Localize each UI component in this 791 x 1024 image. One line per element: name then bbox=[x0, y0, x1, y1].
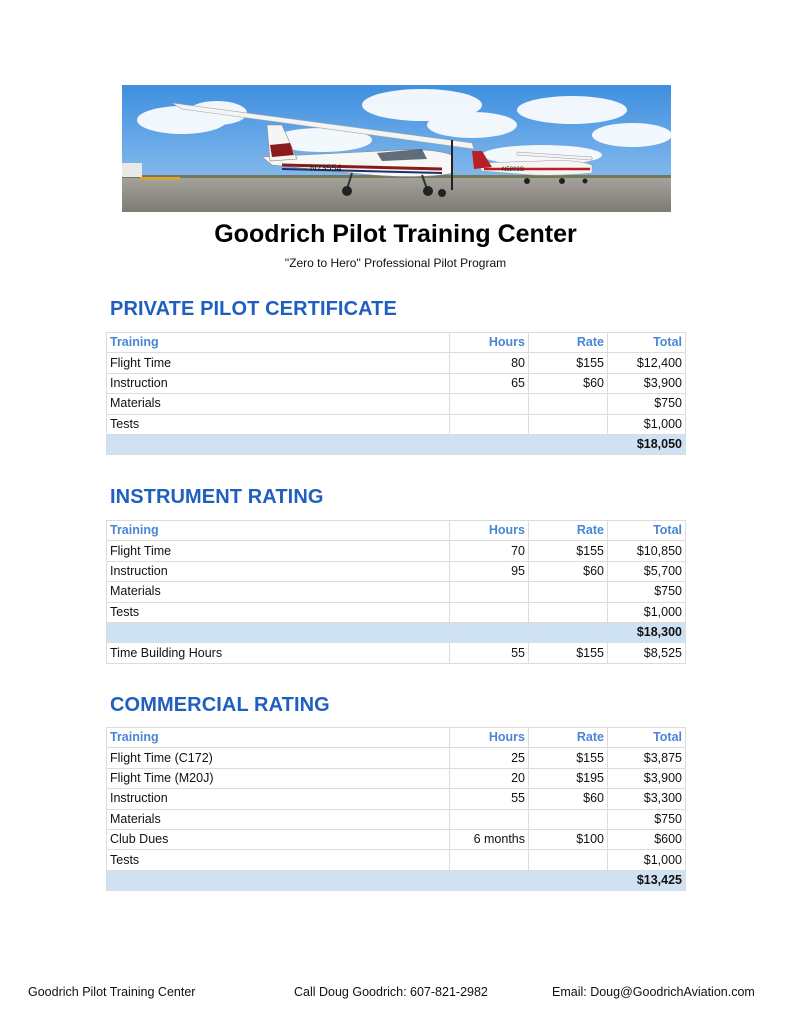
cell-item: Materials bbox=[107, 394, 450, 414]
table-header-row bbox=[107, 728, 686, 748]
cell-rate bbox=[529, 809, 608, 829]
cell-hours: 80 bbox=[450, 353, 529, 373]
cell-item: Flight Time (M20J) bbox=[107, 768, 450, 788]
table-header-row bbox=[107, 521, 686, 541]
cell-hours bbox=[450, 414, 529, 434]
cell-item: Materials bbox=[107, 809, 450, 829]
cell-hours bbox=[450, 809, 529, 829]
cell-rate: $195 bbox=[529, 768, 608, 788]
cell-item: Flight Time bbox=[107, 541, 450, 561]
cell-item: Instruction bbox=[107, 373, 450, 393]
cell-total: $5,700 bbox=[608, 561, 686, 581]
cell-rate: $60 bbox=[529, 789, 608, 809]
grand-total: $13,425 bbox=[608, 870, 686, 890]
total-row bbox=[107, 622, 686, 642]
cell-hours: 55 bbox=[450, 789, 529, 809]
section-title-instrument: INSTRUMENT RATING bbox=[110, 486, 324, 508]
cell-rate bbox=[529, 394, 608, 414]
cell-total: $1,000 bbox=[608, 602, 686, 622]
cell-item: Tests bbox=[107, 850, 450, 870]
column-header-rate: Rate bbox=[529, 728, 608, 748]
cell-rate: $155 bbox=[529, 748, 608, 768]
cell-rate bbox=[529, 582, 608, 602]
table-row bbox=[107, 373, 686, 393]
table-row bbox=[107, 602, 686, 622]
column-header-total: Total bbox=[608, 728, 686, 748]
cell-rate bbox=[529, 850, 608, 870]
column-header-hours: Hours bbox=[450, 333, 529, 353]
table-header-row bbox=[107, 333, 686, 353]
cell-total: $8,525 bbox=[608, 643, 686, 663]
table-row bbox=[107, 541, 686, 561]
svg-text:N73554: N73554 bbox=[310, 163, 342, 173]
grand-total: $18,050 bbox=[608, 434, 686, 454]
section-title-private-pilot: PRIVATE PILOT CERTIFICATE bbox=[110, 298, 397, 320]
cell-hours bbox=[450, 602, 529, 622]
instrument-rating-table bbox=[106, 520, 686, 664]
cell-total: $750 bbox=[608, 582, 686, 602]
table-row bbox=[107, 768, 686, 788]
cell-rate: $60 bbox=[529, 373, 608, 393]
cell-rate: $155 bbox=[529, 353, 608, 373]
cell-item: Flight Time (C172) bbox=[107, 748, 450, 768]
cell-hours bbox=[450, 394, 529, 414]
cell-total: $3,875 bbox=[608, 748, 686, 768]
cell-total: $10,850 bbox=[608, 541, 686, 561]
cell-item: Tests bbox=[107, 602, 450, 622]
cell-total: $750 bbox=[608, 809, 686, 829]
table-row bbox=[107, 829, 686, 849]
column-header-training: Training bbox=[107, 333, 450, 353]
total-row bbox=[107, 434, 686, 454]
column-header-rate: Rate bbox=[529, 333, 608, 353]
cell-total: $3,300 bbox=[608, 789, 686, 809]
cell-hours bbox=[450, 850, 529, 870]
cell-item: Tests bbox=[107, 414, 450, 434]
commercial-rating-table bbox=[106, 727, 686, 891]
table-row bbox=[107, 789, 686, 809]
table-row bbox=[107, 809, 686, 829]
table-row bbox=[107, 414, 686, 434]
cell-hours: 6 months bbox=[450, 829, 529, 849]
cell-hours: 65 bbox=[450, 373, 529, 393]
cell-item: Club Dues bbox=[107, 829, 450, 849]
page-subtitle: "Zero to Hero" Professional Pilot Program bbox=[284, 256, 507, 270]
cell-total: $3,900 bbox=[608, 373, 686, 393]
column-header-total: Total bbox=[608, 333, 686, 353]
cell-item: Time Building Hours bbox=[107, 643, 450, 663]
table-row bbox=[107, 582, 686, 602]
cell-hours bbox=[450, 582, 529, 602]
table-row bbox=[107, 394, 686, 414]
table-row bbox=[107, 850, 686, 870]
table-row bbox=[107, 353, 686, 373]
cell-total: $12,400 bbox=[608, 353, 686, 373]
column-header-rate: Rate bbox=[529, 521, 608, 541]
cell-total: $1,000 bbox=[608, 850, 686, 870]
cell-item: Instruction bbox=[107, 561, 450, 581]
cell-rate bbox=[529, 414, 608, 434]
private-pilot-table bbox=[106, 332, 686, 455]
footer-email: Email: Doug@GoodrichAviation.com bbox=[552, 985, 755, 999]
cell-total: $3,900 bbox=[608, 768, 686, 788]
cell-item: Instruction bbox=[107, 789, 450, 809]
total-row bbox=[107, 870, 686, 890]
section-title-commercial: COMMERCIAL RATING bbox=[110, 694, 330, 716]
grand-total: $18,300 bbox=[608, 622, 686, 642]
cell-total: $600 bbox=[608, 829, 686, 849]
cell-hours: 25 bbox=[450, 748, 529, 768]
cell-rate bbox=[529, 602, 608, 622]
footer-phone: Call Doug Goodrich: 607-821-2982 bbox=[294, 985, 488, 999]
cell-item: Materials bbox=[107, 582, 450, 602]
cell-hours: 20 bbox=[450, 768, 529, 788]
cell-hours: 55 bbox=[450, 643, 529, 663]
cell-hours: 70 bbox=[450, 541, 529, 561]
table-row bbox=[107, 748, 686, 768]
table-row bbox=[107, 643, 686, 663]
svg-text:N5803G: N5803G bbox=[502, 167, 525, 173]
column-header-training: Training bbox=[107, 521, 450, 541]
cell-total: $750 bbox=[608, 394, 686, 414]
cell-item: Flight Time bbox=[107, 353, 450, 373]
column-header-total: Total bbox=[608, 521, 686, 541]
cell-rate: $100 bbox=[529, 829, 608, 849]
footer-company: Goodrich Pilot Training Center bbox=[28, 985, 196, 999]
cell-rate: $155 bbox=[529, 541, 608, 561]
page-title: Goodrich Pilot Training Center bbox=[214, 220, 577, 248]
column-header-training: Training bbox=[107, 728, 450, 748]
column-header-hours: Hours bbox=[450, 728, 529, 748]
table-row bbox=[107, 561, 686, 581]
cell-rate: $60 bbox=[529, 561, 608, 581]
cell-total: $1,000 bbox=[608, 414, 686, 434]
cell-rate: $155 bbox=[529, 643, 608, 663]
column-header-hours: Hours bbox=[450, 521, 529, 541]
cell-hours: 95 bbox=[450, 561, 529, 581]
hero-photo bbox=[122, 85, 671, 212]
